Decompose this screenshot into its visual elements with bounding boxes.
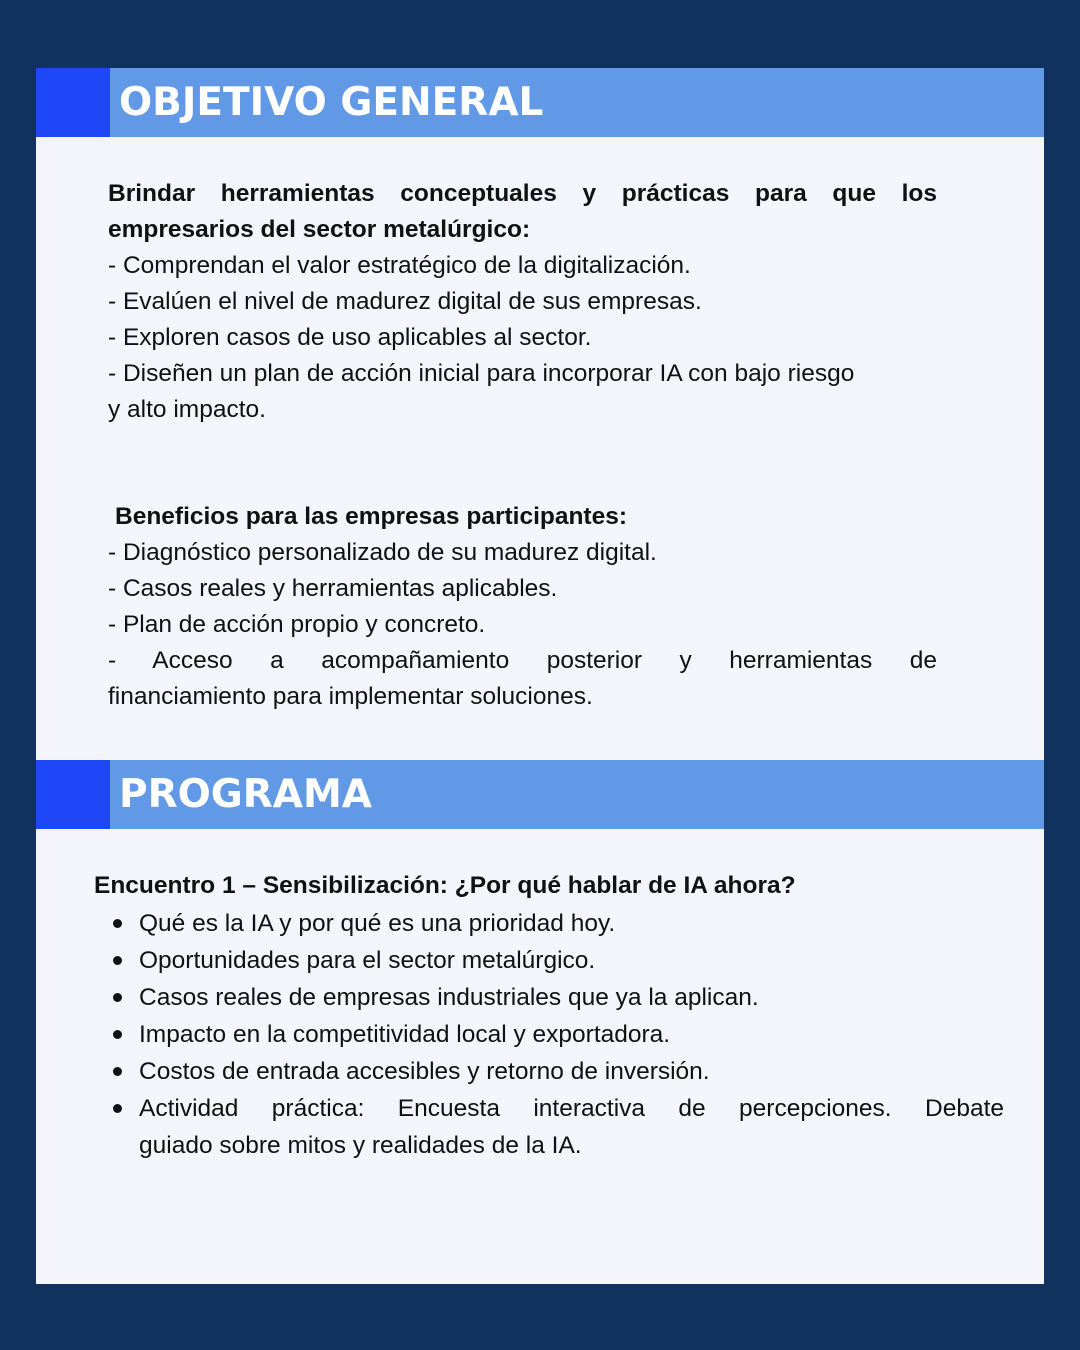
objetivo-intro-line: empresarios del sector metalúrgico:: [108, 216, 531, 243]
objetivo-item: - Evalúen el nivel de madurez digital de sus empresas.: [108, 288, 702, 315]
objetivo-item: - Exploren casos de uso aplicables al sector.: [108, 324, 592, 351]
programa-header: [36, 760, 1044, 829]
header-accent-block: [36, 68, 110, 137]
programa-body: [94, 867, 1004, 1164]
beneficios-item: financiamiento para implementar soluciones.: [108, 683, 593, 710]
bullet-icon: [113, 956, 122, 965]
beneficios-body: [108, 499, 937, 715]
objetivo-item: - Comprendan el valor estratégico de la digitalización.: [108, 252, 691, 279]
beneficios-heading: Beneficios para las empresas participantes:: [115, 503, 627, 530]
list-item: [94, 979, 1004, 1016]
objetivo-title: OBJETIVO GENERAL: [119, 80, 544, 125]
beneficios-item: - Acceso a acompañamiento posterior y herramientas de: [108, 647, 937, 674]
topic-text: Costos de entrada accesibles y retorno de inversión.: [139, 1058, 710, 1085]
topic-text: Impacto en la competitividad local y exportadora.: [139, 1021, 671, 1048]
topic-text: Actividad práctica: Encuesta interactiva de percepciones. Debate: [139, 1095, 1004, 1122]
objetivo-item: - Diseñen un plan de acción inicial para incorporar IA con bajo riesgo: [108, 360, 855, 387]
list-item: [94, 1016, 1004, 1053]
topic-text-continued: guiado sobre mitos y realidades de la IA.: [139, 1132, 582, 1159]
header-accent-block: [36, 760, 110, 829]
beneficios-item: - Diagnóstico personalizado de su madurez digital.: [108, 539, 657, 566]
bullet-icon: [113, 1067, 122, 1076]
objetivo-intro-line: Brindar herramientas conceptuales y prácticas para que los: [108, 180, 937, 207]
encuentro-title: Encuentro 1 – Sensibilización: ¿Por qué hablar de IA ahora?: [94, 872, 796, 899]
list-item: [94, 905, 1004, 942]
programa-title: PROGRAMA: [119, 772, 372, 817]
bullet-icon: [113, 919, 122, 928]
bullet-icon: [113, 1030, 122, 1039]
content-card: [36, 68, 1044, 1284]
topic-text: Oportunidades para el sector metalúrgico.: [139, 947, 596, 974]
list-item: [94, 1090, 1004, 1164]
topic-text: Qué es la IA y por qué es una prioridad hoy.: [139, 910, 616, 937]
bullet-icon: [113, 1104, 122, 1113]
objetivo-body: [108, 176, 937, 428]
objetivo-item: y alto impacto.: [108, 396, 266, 423]
beneficios-item: - Casos reales y herramientas aplicables.: [108, 575, 558, 602]
list-item: [94, 942, 1004, 979]
topic-list: [94, 905, 1004, 1164]
beneficios-item: - Plan de acción propio y concreto.: [108, 611, 486, 638]
list-item: [94, 1053, 1004, 1090]
objetivo-header: [36, 68, 1044, 137]
bullet-icon: [113, 993, 122, 1002]
topic-text: Casos reales de empresas industriales que ya la aplican.: [139, 984, 759, 1011]
